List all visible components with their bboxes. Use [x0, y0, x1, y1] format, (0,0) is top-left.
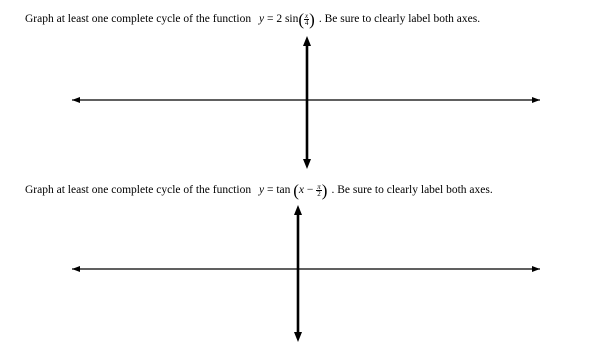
right-paren: ) [321, 181, 328, 200]
func-name: 2 sin [276, 13, 299, 25]
fraction-numerator: x [305, 12, 309, 20]
x-axis-right-arrow [532, 97, 540, 103]
func-equals: = [266, 184, 274, 196]
x-axis [72, 266, 540, 272]
fraction-numerator: π [317, 183, 321, 191]
func-name: tan [276, 184, 291, 196]
problem-2 [0, 172, 606, 347]
prompt-prefix: Graph at least one complete cycle of the function [25, 184, 252, 196]
coordinate-axes[interactable] [0, 0, 606, 172]
y-axis-top-arrow [294, 205, 302, 215]
fraction-denominator: 2 [317, 190, 321, 198]
left-paren: ( [298, 10, 305, 29]
prompt-suffix: . Be sure to clearly label both axes. [331, 184, 493, 196]
y-axis-bottom-arrow [294, 332, 302, 342]
y-axis-top-arrow [303, 36, 311, 46]
left-paren: ( [293, 181, 299, 200]
right-paren: ) [309, 10, 315, 29]
x-axis-left-arrow [72, 266, 80, 272]
prompt-prefix: Graph at least one complete cycle of the function [25, 13, 252, 25]
func-lhs: y [258, 13, 265, 25]
prompt-suffix: . Be sure to clearly label both axes. [318, 13, 481, 25]
y-axis [294, 205, 302, 342]
fraction-denominator: 4 [304, 19, 309, 27]
func-lhs: y [258, 184, 265, 196]
coordinate-axes[interactable] [0, 172, 606, 347]
problem-1 [0, 0, 606, 172]
func-equals: = [266, 13, 274, 25]
x-axis-left-arrow [72, 97, 80, 103]
x-axis-right-arrow [532, 266, 540, 272]
arg-variable: x [298, 184, 305, 196]
arg-minus: − [306, 184, 314, 196]
y-axis-bottom-arrow [303, 159, 311, 169]
y-axis [303, 36, 311, 169]
